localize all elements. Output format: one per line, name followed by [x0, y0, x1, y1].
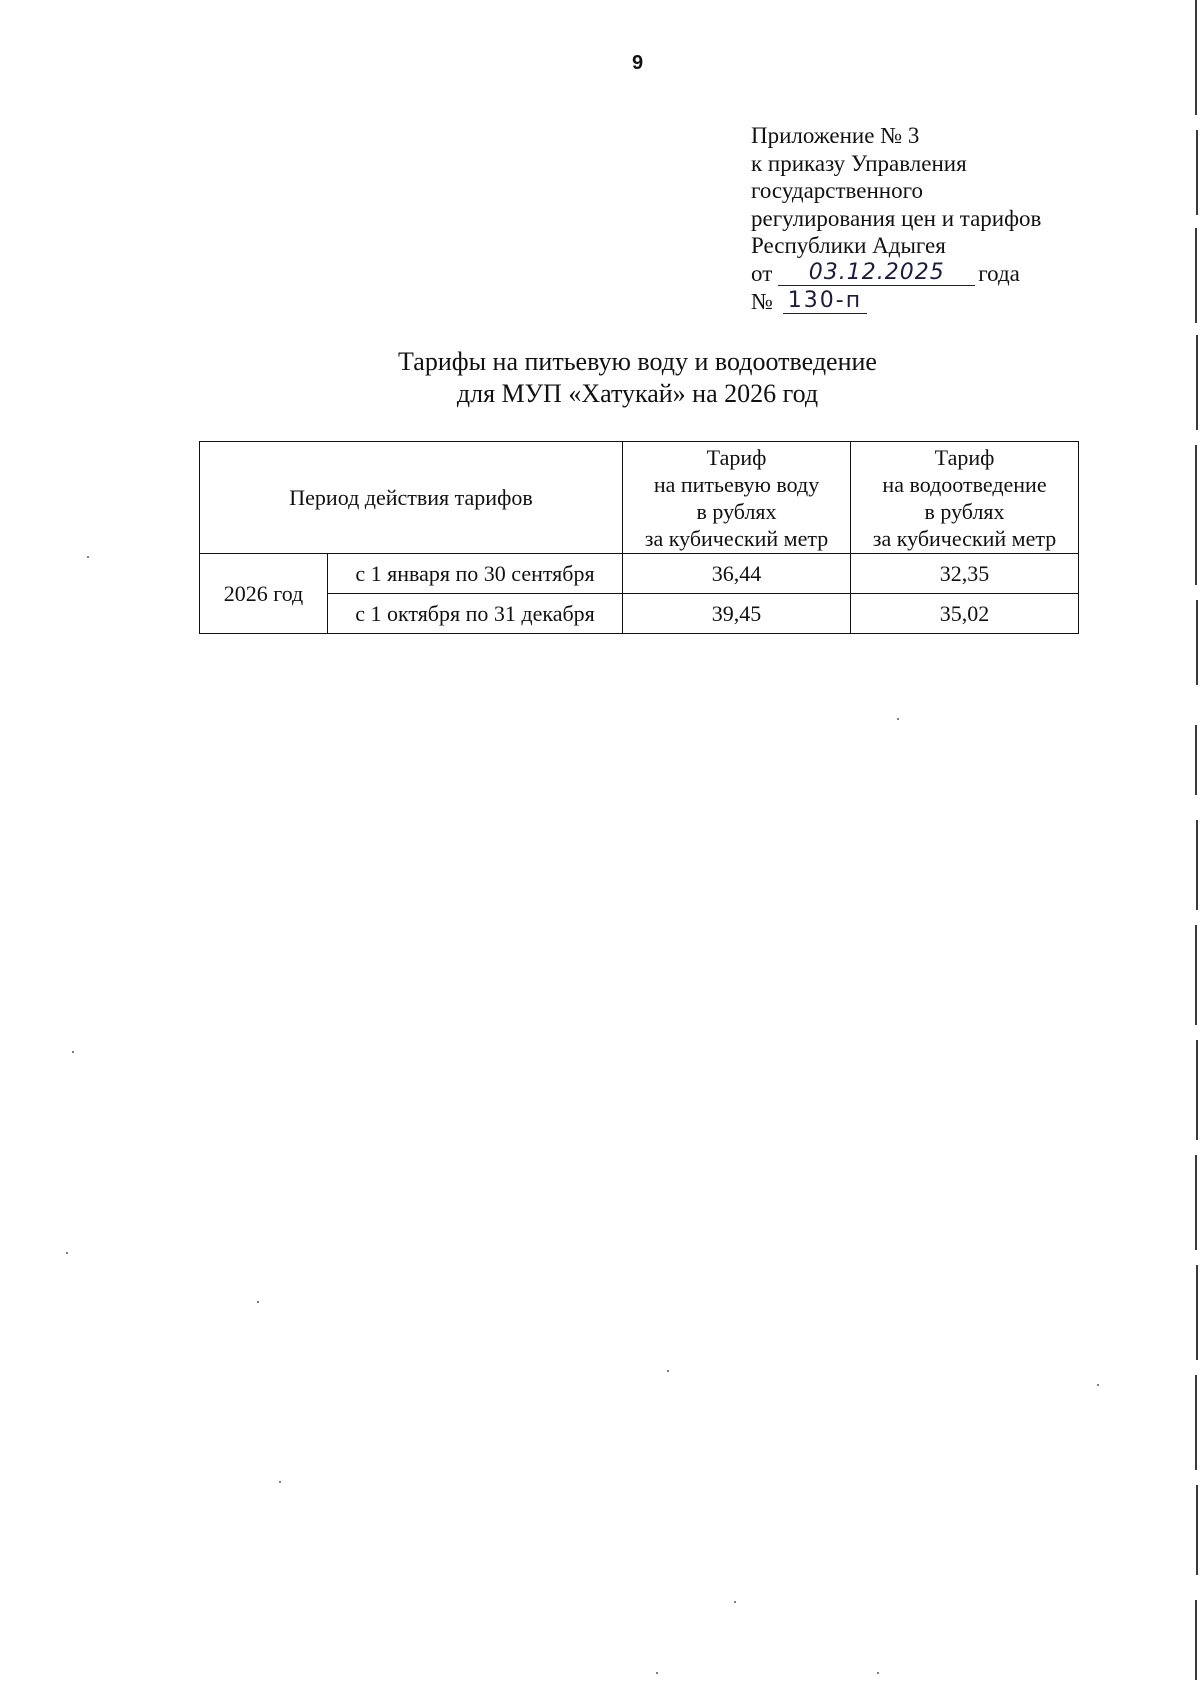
appendix-block [751, 122, 1041, 316]
year-cell: 2026 год [200, 554, 328, 634]
appendix-line: регулирования цен и тарифов [751, 205, 1042, 231]
title-line: для МУП «Хатукай» на 2026 год [456, 379, 819, 408]
water-tariff-cell: 36,44 [623, 554, 851, 594]
header-water-tariff [623, 442, 851, 554]
header-line: на водоотведение [882, 471, 1047, 497]
header-line: в рублях [924, 498, 1005, 524]
water-tariff-cell: 39,45 [623, 594, 851, 634]
appendix-line: государственного [751, 178, 923, 203]
table-row [200, 594, 1079, 634]
page-number: 9 [631, 52, 644, 74]
header-line: в рублях [696, 498, 777, 524]
header-line: Тариф [706, 444, 767, 470]
header-line: за кубический метр [644, 525, 829, 551]
drainage-tariff-cell: 32,35 [851, 554, 1079, 594]
period-range-cell: с 1 января по 30 сентября [328, 554, 623, 594]
date-prefix: от [751, 260, 773, 286]
date-suffix: года [978, 260, 1020, 286]
document-title [185, 346, 1090, 410]
tariff-table [199, 441, 1079, 634]
drainage-tariff-cell: 35,02 [851, 594, 1079, 634]
order-date-handwritten: 03.12.2025 [778, 261, 975, 286]
order-number-handwritten: 130-п [783, 289, 867, 314]
header-line: за кубический метр [872, 525, 1057, 551]
appendix-number-line [751, 288, 1041, 316]
period-range-cell: с 1 октября по 31 декабря [328, 594, 623, 634]
header-line: Тариф [934, 444, 995, 470]
table-row [200, 554, 1079, 594]
title-line: Тарифы на питьевую воду и водоотведение [398, 347, 877, 376]
table-header-row [200, 442, 1079, 554]
header-period: Период действия тарифов [200, 442, 623, 554]
header-line: на питьевую воду [653, 471, 820, 497]
header-drainage-tariff [851, 442, 1079, 554]
appendix-date-line [751, 260, 1041, 288]
appendix-line: Республики Адыгея [751, 233, 946, 258]
appendix-line: Приложение № 3 [751, 123, 920, 148]
number-prefix: № [751, 288, 773, 314]
appendix-line: к приказу Управления [751, 150, 967, 176]
